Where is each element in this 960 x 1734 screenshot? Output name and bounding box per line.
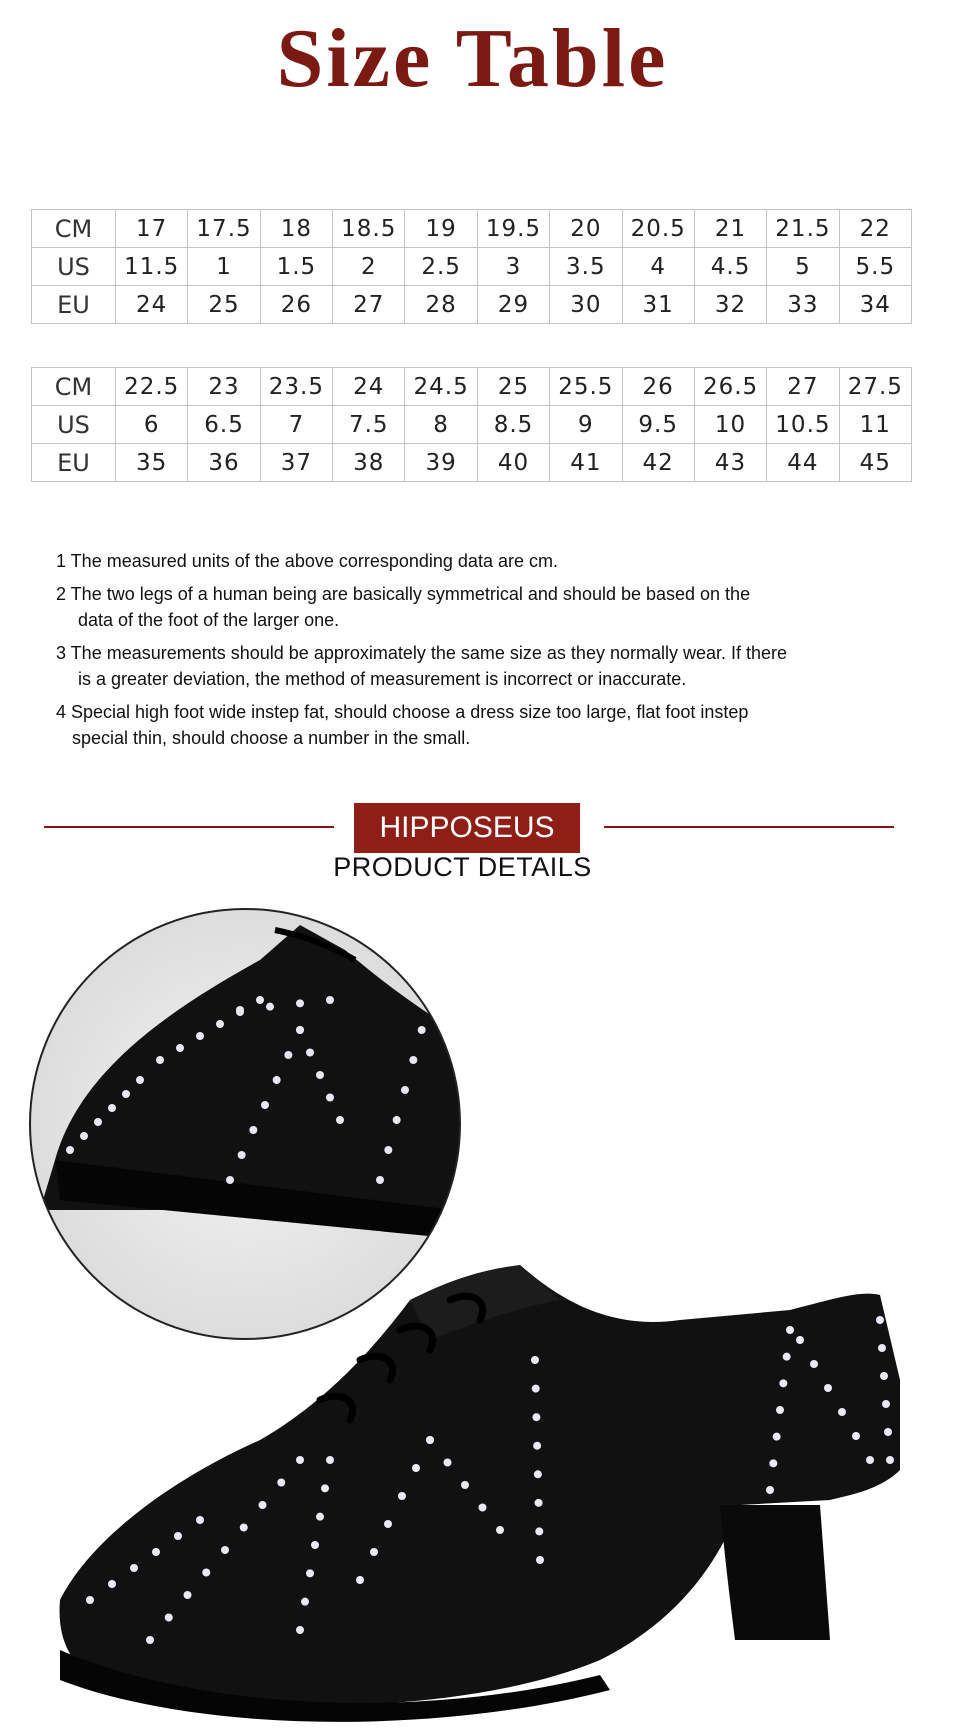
- size-cell: 25: [188, 286, 260, 324]
- size-table-2: [31, 367, 912, 482]
- rhinestone: [86, 1596, 94, 1604]
- rhinestone: [259, 1501, 267, 1509]
- rhinestone: [196, 1032, 204, 1040]
- size-cell: 21: [694, 210, 766, 248]
- brand-badge: HIPPOSEUS: [354, 803, 580, 853]
- size-cell: 27: [333, 286, 405, 324]
- rhinestone: [236, 1006, 244, 1014]
- size-cell: 7.5: [333, 406, 405, 444]
- size-cell: 10: [694, 406, 766, 444]
- size-cell: 1: [188, 248, 260, 286]
- rhinestone: [249, 1126, 257, 1134]
- row-header: EU: [32, 286, 116, 324]
- rhinestone: [766, 1486, 774, 1494]
- rhinestone: [296, 1026, 304, 1034]
- rhinestone: [80, 1132, 88, 1140]
- note-1: [56, 548, 916, 574]
- rhinestone: [326, 996, 334, 1004]
- size-cell: 6: [116, 406, 188, 444]
- rhinestone: [321, 1484, 329, 1492]
- rhinestone: [326, 1094, 334, 1102]
- size-cell: 3.5: [550, 248, 622, 286]
- size-cell: 43: [694, 444, 766, 482]
- rhinestone: [202, 1569, 210, 1577]
- note-2-text: 2 The two legs of a human being are basically symmetrical and should be based on the: [56, 584, 751, 604]
- size-cell: 40: [477, 444, 549, 482]
- note-1-text: 1 The measured units of the above corresponding data are cm.: [56, 551, 558, 571]
- rhinestone: [384, 1146, 392, 1154]
- rhinestone: [296, 999, 304, 1007]
- rhinestone: [412, 1464, 420, 1472]
- size-row-eu: [32, 444, 912, 482]
- rhinestone: [866, 1456, 874, 1464]
- main-shoe-image: [60, 1265, 900, 1722]
- size-cell: 5: [767, 248, 839, 286]
- rhinestone: [66, 1146, 74, 1154]
- size-cell: 10.5: [767, 406, 839, 444]
- size-cell: 26.5: [694, 368, 766, 406]
- row-header: CM: [32, 210, 116, 248]
- note-4: [56, 699, 916, 751]
- size-cell: 34: [839, 286, 911, 324]
- size-cell: 24: [116, 286, 188, 324]
- rhinestone: [296, 1626, 304, 1634]
- rhinestone: [532, 1385, 540, 1393]
- rhinestone: [184, 1591, 192, 1599]
- rhinestone: [876, 1316, 884, 1324]
- size-row-us: [32, 248, 912, 286]
- size-cell: 44: [767, 444, 839, 482]
- row-header: US: [32, 406, 116, 444]
- rhinestone: [418, 1026, 426, 1034]
- rhinestone: [535, 1527, 543, 1535]
- size-cell: 19: [405, 210, 477, 248]
- row-header: US: [32, 248, 116, 286]
- product-photo: [0, 880, 960, 1734]
- rhinestone: [479, 1504, 487, 1512]
- rhinestone: [533, 1442, 541, 1450]
- note-3: [56, 640, 916, 692]
- rhinestone: [296, 1456, 304, 1464]
- size-cell: 5.5: [839, 248, 911, 286]
- size-cell: 42: [622, 444, 694, 482]
- rhinestone: [306, 1049, 314, 1057]
- size-cell: 26: [622, 368, 694, 406]
- rhinestone: [393, 1116, 401, 1124]
- rhinestone: [156, 1056, 164, 1064]
- size-cell: 17: [116, 210, 188, 248]
- note-2-continuation: data of the foot of the larger one.: [78, 610, 340, 630]
- section-subtitle: PRODUCT DETAILS: [333, 852, 592, 882]
- rhinestone: [426, 996, 434, 1004]
- size-cell: 25.5: [550, 368, 622, 406]
- rhinestone: [779, 1379, 787, 1387]
- rhinestone: [240, 1524, 248, 1532]
- rhinestone: [884, 1428, 892, 1436]
- rhinestone: [496, 1526, 504, 1534]
- size-cell: 17.5: [188, 210, 260, 248]
- note-3-text: 3 The measurements should be approximately the same size as they normally wear. If there: [56, 643, 788, 663]
- size-row-cm: [32, 368, 912, 406]
- size-cell: 18: [260, 210, 332, 248]
- rhinestone: [356, 1576, 364, 1584]
- rhinestone: [122, 1090, 130, 1098]
- rhinestone: [534, 1470, 542, 1478]
- size-cell: 45: [839, 444, 911, 482]
- size-cell: 37: [260, 444, 332, 482]
- size-cell: 21.5: [767, 210, 839, 248]
- size-cell: 39: [405, 444, 477, 482]
- size-cell: 24: [333, 368, 405, 406]
- rhinestone: [277, 1479, 285, 1487]
- size-cell: 23: [188, 368, 260, 406]
- size-cell: 33: [767, 286, 839, 324]
- rhinestone: [398, 1492, 406, 1500]
- rhinestone: [773, 1433, 781, 1441]
- rhinestone: [94, 1118, 102, 1126]
- size-notes: [56, 548, 916, 758]
- size-cell: 11: [839, 406, 911, 444]
- rhinestone: [261, 1101, 269, 1109]
- size-cell: 26: [260, 286, 332, 324]
- size-cell: 35: [116, 444, 188, 482]
- size-cell: 3: [477, 248, 549, 286]
- size-cell: 9.5: [622, 406, 694, 444]
- rhinestone: [174, 1532, 182, 1540]
- note-3-continuation: is a greater deviation, the method of measurement is incorrect or inaccurate.: [78, 669, 687, 689]
- size-cell: 28: [405, 286, 477, 324]
- rhinestone: [838, 1408, 846, 1416]
- rhinestone: [535, 1499, 543, 1507]
- size-cell: 6.5: [188, 406, 260, 444]
- size-cell: 2: [333, 248, 405, 286]
- rhinestone: [273, 1076, 281, 1084]
- size-cell: 11.5: [116, 248, 188, 286]
- rhinestone: [176, 1044, 184, 1052]
- size-cell: 32: [694, 286, 766, 324]
- rhinestone: [196, 1516, 204, 1524]
- rhinestone: [108, 1580, 116, 1588]
- rhinestone: [886, 1456, 894, 1464]
- size-cell: 36: [188, 444, 260, 482]
- size-cell: 20: [550, 210, 622, 248]
- rhinestone: [786, 1326, 794, 1334]
- rhinestone: [226, 1176, 234, 1184]
- rhinestone: [238, 1151, 246, 1159]
- size-row-cm: [32, 210, 912, 248]
- rhinestone: [221, 1546, 229, 1554]
- size-cell: 38: [333, 444, 405, 482]
- rhinestone: [384, 1520, 392, 1528]
- size-cell: 29: [477, 286, 549, 324]
- rhinestone: [852, 1432, 860, 1440]
- rhinestone: [165, 1614, 173, 1622]
- rhinestone: [336, 1116, 344, 1124]
- rhinestone: [316, 1513, 324, 1521]
- size-cell: 2.5: [405, 248, 477, 286]
- rhinestone: [152, 1548, 160, 1556]
- rhinestone: [776, 1406, 784, 1414]
- toe-closeup-inset: [30, 909, 470, 1339]
- rhinestone: [301, 1598, 309, 1606]
- rhinestone: [284, 1051, 292, 1059]
- size-cell: 25: [477, 368, 549, 406]
- size-cell: 9: [550, 406, 622, 444]
- page-title: Size Table: [276, 12, 669, 105]
- size-cell: 4.5: [694, 248, 766, 286]
- size-row-eu: [32, 286, 912, 324]
- size-cell: 1.5: [260, 248, 332, 286]
- rhinestone: [531, 1356, 539, 1364]
- note-2: [56, 581, 916, 633]
- row-header: EU: [32, 444, 116, 482]
- rhinestone: [796, 1336, 804, 1344]
- rhinestone: [444, 1459, 452, 1467]
- rhinestone: [769, 1459, 777, 1467]
- rhinestone: [536, 1556, 544, 1564]
- size-cell: 7: [260, 406, 332, 444]
- rhinestone: [108, 1104, 116, 1112]
- rhinestone: [316, 1071, 324, 1079]
- size-cell: 27: [767, 368, 839, 406]
- rhinestone: [532, 1413, 540, 1421]
- rhinestone: [136, 1076, 144, 1084]
- rhinestone: [461, 1481, 469, 1489]
- rhinestone: [370, 1548, 378, 1556]
- rhinestone: [146, 1636, 154, 1644]
- rhinestone: [216, 1020, 224, 1028]
- divider-left: [44, 826, 334, 828]
- size-cell: 8.5: [477, 406, 549, 444]
- rhinestone: [311, 1541, 319, 1549]
- size-cell: 20.5: [622, 210, 694, 248]
- rhinestone: [824, 1384, 832, 1392]
- row-header: CM: [32, 368, 116, 406]
- rhinestone: [130, 1564, 138, 1572]
- size-cell: 18.5: [333, 210, 405, 248]
- rhinestone: [376, 1176, 384, 1184]
- size-cell: 27.5: [839, 368, 911, 406]
- rhinestone: [306, 1569, 314, 1577]
- rhinestone: [880, 1372, 888, 1380]
- size-cell: 4: [622, 248, 694, 286]
- rhinestone: [882, 1400, 890, 1408]
- size-cell: 24.5: [405, 368, 477, 406]
- size-cell: 22.5: [116, 368, 188, 406]
- size-cell: 31: [622, 286, 694, 324]
- size-cell: 8: [405, 406, 477, 444]
- size-cell: 30: [550, 286, 622, 324]
- rhinestone: [878, 1344, 886, 1352]
- size-cell: 19.5: [477, 210, 549, 248]
- rhinestone: [401, 1086, 409, 1094]
- size-cell: 22: [839, 210, 911, 248]
- rhinestone: [256, 996, 264, 1004]
- rhinestone: [409, 1056, 417, 1064]
- rhinestone: [326, 1456, 334, 1464]
- rhinestone: [266, 1003, 274, 1011]
- size-cell: 41: [550, 444, 622, 482]
- divider-right: [604, 826, 894, 828]
- size-row-us: [32, 406, 912, 444]
- size-table-1: [31, 209, 912, 324]
- rhinestone: [810, 1360, 818, 1368]
- rhinestone: [426, 1436, 434, 1444]
- rhinestone: [783, 1353, 791, 1361]
- size-cell: 23.5: [260, 368, 332, 406]
- note-4-continuation: special thin, should choose a number in the small.: [72, 728, 471, 748]
- note-4-text: 4 Special high foot wide instep fat, should choose a dress size too large, flat foot instep: [56, 702, 749, 722]
